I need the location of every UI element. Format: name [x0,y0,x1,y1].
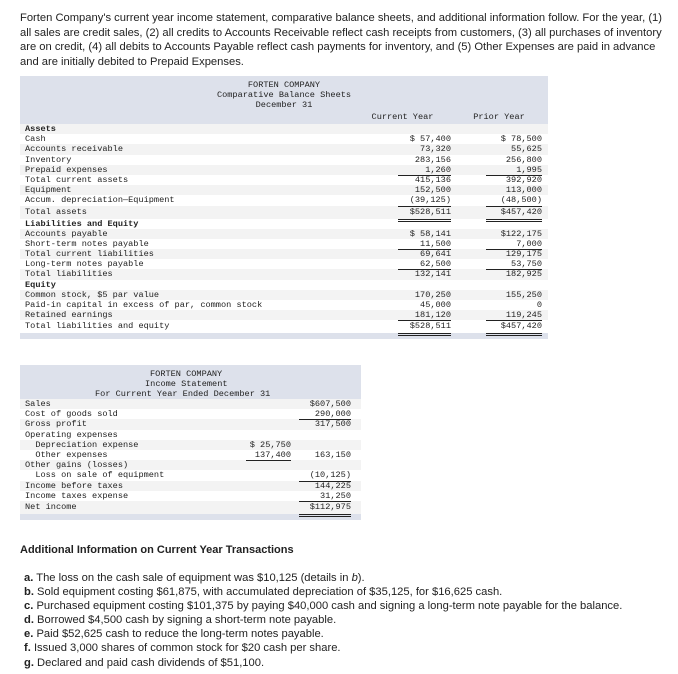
col-current-year: Current Year [371,112,434,122]
problem-intro: Forten Company's current year income statement, comparative balance sheets, and additional information follow. For the year, (1) all sales are credit sales, (2) all credits to Accounts Receivable reflect cash receipts from customers, (3) all purchases of inventory are on credit, (4) all debits to Accounts Payable reflect cash payments for inventory, and (5) Other Expenses are paid in advance and are initially debited to Prepaid Expenses. [20,12,663,68]
column-headers [20,110,548,124]
value-text: 181,120 [398,310,451,321]
row-label: Total liabilities [25,269,113,280]
value-text: 1,260 [398,165,451,176]
row-label: Other expenses [25,449,108,460]
row-label: Total assets [25,206,87,217]
total-amount [293,419,361,429]
value-text: 256,800 [505,154,542,165]
value-text: 31,250 [299,491,351,502]
value-text: $ 58,141 [409,228,451,239]
row-label: Common stock, $5 par value [25,289,160,300]
current-year-value [366,290,456,300]
current-year-value [366,219,456,229]
detail-amount [223,501,293,514]
current-year-value [366,249,456,259]
detail-amount [223,470,293,480]
current-year-value [366,300,456,310]
current-year-value [366,269,456,279]
current-year-value [366,124,456,134]
value-text: 182,925 [505,269,542,280]
value-text: $607,500 [309,399,351,409]
value-text: $528,511 [398,320,451,336]
row-label: Prepaid expenses [25,164,108,175]
current-year-value [366,206,456,219]
value-text: 392,920 [505,174,542,185]
additional-info-item [24,599,622,613]
prior-year-value [456,155,548,165]
current-year-value [366,134,456,144]
table-row [20,229,548,239]
item-letter: f. [24,642,31,655]
col-prior-year: Prior Year [473,112,525,122]
value-text: 69,641 [420,249,451,260]
prior-year-value [456,124,548,134]
item-letter: g. [24,656,34,669]
prior-year-value [456,239,548,249]
table-row [20,219,548,229]
value-text: $112,975 [299,501,351,517]
item-letter: b. [24,586,34,599]
balance-sheet-header [20,76,548,110]
row-label: Loss on sale of equipment [25,470,165,481]
total-amount [293,491,361,501]
prior-year-value [456,134,548,144]
detail-amount [223,460,293,470]
prior-year-value [456,310,548,320]
item-text: Issued 3,000 shares of common stock for $20 cash per share. [30,642,341,655]
value-text: $ 57,400 [409,134,451,145]
detail-amount [223,491,293,501]
total-amount [293,399,361,409]
value-text: 152,500 [414,185,451,196]
statement-date: December 31 [255,100,313,110]
company-name: FORTEN COMPANY [247,80,321,90]
item-letter: d. [24,614,34,627]
statement-title: Comparative Balance Sheets [216,90,352,100]
table-row [20,501,361,514]
table-row [20,320,548,333]
value-text: $ 78,500 [500,134,542,145]
current-year-value [366,185,456,195]
current-year-value [366,175,456,185]
additional-info-item [24,656,622,670]
value-text: 73,320 [420,144,451,155]
row-label: Short-term notes payable [25,238,149,249]
row-label: Net income [25,501,77,512]
value-text: $457,420 [486,206,542,222]
value-text: 283,156 [414,154,451,165]
value-text: $ 25,750 [249,439,291,450]
prior-year-value [456,259,548,269]
balance-sheet-table [20,76,548,339]
row-label: Retained earnings [25,310,113,321]
balance-sheet-rows [20,124,548,333]
prior-year-value [456,165,548,175]
row-label: Paid-in capital in excess of par, common stock [25,300,263,310]
detail-amount [223,430,293,440]
value-text: 317,500 [314,419,351,430]
prior-year-value [456,249,548,259]
prior-year-value [456,300,548,310]
value-text: 415,136 [414,174,451,185]
table-row [20,249,548,259]
table-row [20,440,361,450]
value-text: (48,500) [486,195,542,206]
total-amount [293,481,361,491]
table-row [20,259,548,269]
total-amount [293,409,361,419]
item-text: Borrowed $4,500 cash by signing a short-term note payable. [33,614,337,627]
row-label: Total liabilities and equity [25,321,170,332]
row-label: Liabilities and Equity [25,218,139,229]
prior-year-value [456,175,548,185]
table-row [20,470,361,480]
row-label: Income taxes expense [25,490,129,501]
total-amount [293,501,361,514]
total-amount [293,470,361,480]
table-row [20,460,361,470]
additional-info-item [24,641,622,655]
value-text: $457,420 [486,320,542,336]
prior-year-value [456,195,548,205]
table-row [20,280,548,290]
table-row [20,134,548,144]
current-year-value [366,155,456,165]
value-text: 11,500 [398,239,451,250]
item-text: The loss on the cash sale of equipment was $10,125 (details in [33,572,352,584]
row-label: Accounts payable [25,228,108,239]
additional-info-item [24,627,622,641]
item-reference: b [351,572,358,584]
row-label: Equity [25,279,56,290]
value-text: 144,225 [314,480,351,491]
current-year-value [366,239,456,249]
item-text: Declared and paid cash dividends of $51,100. [33,656,265,669]
prior-year-value [456,269,548,279]
total-amount [293,460,361,470]
value-text: 170,250 [414,289,451,300]
table-row [20,124,548,134]
value-text: (39,125) [398,195,451,206]
value-text: 290,000 [299,409,351,420]
current-year-value [366,259,456,269]
row-label: Depreciation expense [25,439,139,450]
total-amount [293,440,361,450]
additional-info-list [24,571,622,670]
row-label: Total current assets [25,174,129,185]
item-text: Paid $52,625 cash to reduce the long-term notes payable. [33,628,324,641]
value-text: 53,750 [486,259,542,270]
value-text: $122,175 [500,228,542,239]
row-label: Equipment [25,185,72,196]
row-label: Sales [25,399,51,409]
value-text: 7,000 [486,239,542,250]
value-text: 113,000 [505,185,542,196]
prior-year-value [456,206,548,219]
row-label: Assets [25,124,56,134]
row-label: Income before taxes [25,480,123,491]
item-text: Sold equipment costing $61,875, with accumulated depreciation of $35,125, for $16,625 cash. [33,586,503,599]
prior-year-value [456,280,548,290]
table-row [20,430,361,440]
current-year-value [366,195,456,205]
table-row [20,165,548,175]
row-label: Cash [25,134,46,145]
row-label: Operating expenses [25,429,118,440]
prior-year-value [456,290,548,300]
value-text: 119,245 [486,310,542,321]
item-text-end: ). [357,572,365,584]
total-amount [293,430,361,440]
detail-amount [223,409,293,419]
prior-year-value [456,219,548,229]
table-row [20,409,361,419]
row-label: Inventory [25,154,72,165]
detail-amount [223,450,293,460]
additional-info-item [24,585,622,599]
total-amount [293,450,361,460]
detail-amount [223,399,293,409]
table-row [20,239,548,249]
current-year-value [366,320,456,333]
income-statement-header [20,365,361,399]
prior-year-value [456,320,548,333]
table-row [20,155,548,165]
table-row [20,399,361,409]
table-row [20,206,548,219]
current-year-value [366,280,456,290]
additional-info-heading: Additional Information on Current Year Transactions [20,544,294,556]
value-text: $528,511 [398,206,451,222]
current-year-value [366,165,456,175]
detail-amount [223,440,293,450]
table-row [20,195,548,205]
row-label: Accum. depreciation—Equipment [25,195,175,206]
table-row [20,185,548,195]
item-letter: a. [24,572,34,584]
statement-title: Income Statement [145,379,228,389]
prior-year-value [456,229,548,239]
table-row [20,175,548,185]
income-statement-rows [20,399,361,514]
detail-amount [223,481,293,491]
table-row [20,419,361,429]
item-text: Purchased equipment costing $101,375 by paying $40,000 cash and signing a long-term note payable for the balance. [33,600,623,613]
row-label: Total current liabilities [25,249,154,260]
table-row [20,300,548,310]
prior-year-value [456,144,548,154]
prior-year-value [456,185,548,195]
table-row [20,491,361,501]
item-letter: e. [24,628,34,641]
value-text: 55,625 [511,144,542,155]
row-label: Accounts receivable [25,144,123,155]
value-text: (10,125) [299,470,351,481]
additional-info-item [24,571,622,585]
current-year-value [366,229,456,239]
value-text: 45,000 [420,300,451,310]
company-name: FORTEN COMPANY [150,369,223,379]
statement-period: For Current Year Ended December 31 [95,389,271,399]
value-text: 132,141 [414,269,451,280]
income-statement-table [20,365,361,520]
value-text: 0 [536,300,542,310]
value-text: 129,175 [505,249,542,260]
value-text: 1,995 [486,165,542,176]
table-row [20,144,548,154]
current-year-value [366,310,456,320]
table-row [20,450,361,460]
row-label: Gross profit [25,419,87,430]
table-row [20,481,361,491]
value-text: 155,250 [505,289,542,300]
table-row [20,290,548,300]
table-row [20,310,548,320]
value-text: 62,500 [398,259,451,270]
row-label: Cost of goods sold [25,409,118,420]
row-label: Long-term notes payable [25,259,144,270]
value-text: 137,400 [246,450,291,461]
current-year-value [366,144,456,154]
value-text: 163,150 [314,449,351,460]
table-row [20,269,548,279]
additional-info-item [24,613,622,627]
item-letter: c. [24,600,34,613]
row-label: Other gains (losses) [25,460,129,471]
detail-amount [223,419,293,429]
